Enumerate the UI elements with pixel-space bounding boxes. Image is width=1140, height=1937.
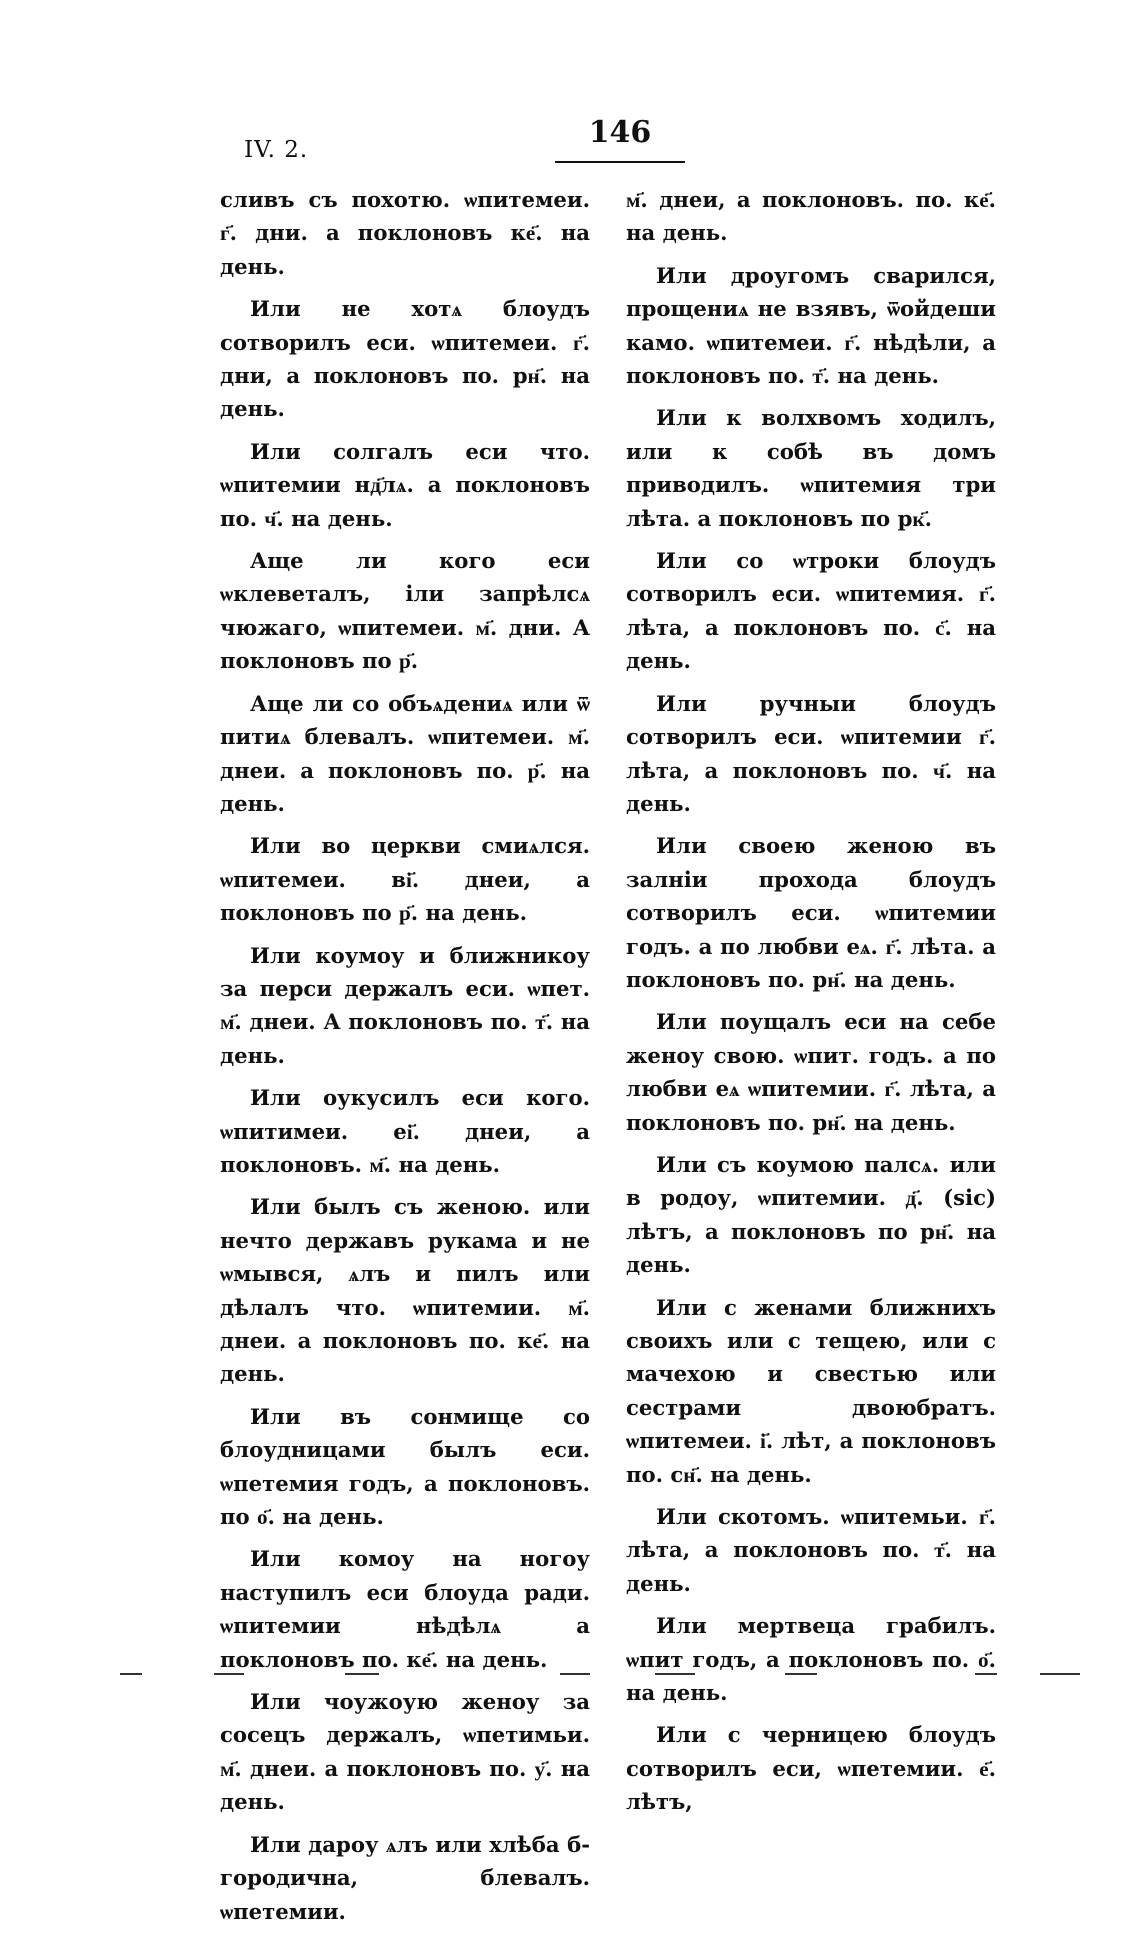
page-header bbox=[0, 0, 1140, 175]
paragraph: Или поущалъ еси на себе женоу свою. ѡпит. годъ. а по любви еѧ ѡпитемии. г҃. лѣта, а поклоновъ по. рн҃. на день. bbox=[626, 1009, 996, 1135]
footer-rule bbox=[560, 1673, 590, 1675]
footer-rule bbox=[214, 1673, 244, 1675]
paragraph: Или ручныи блоудъ сотворилъ еси. ѡпитемии г҃. лѣта, а поклоновъ по. ч҃. на день. bbox=[626, 690, 996, 816]
paragraph: сливъ съ похотю. ѡпитемеи. г҃. дни. а поклоновъ ке҃. на день. bbox=[220, 187, 590, 279]
paragraph: Или въ сонмище со блоудницами былъ еси. ѡпетемия годъ, а поклоновъ. по о҃. на день. bbox=[220, 1403, 590, 1530]
paragraph: Аще ли кого еси ѡклеветалъ, іли запрѣлсѧ чюжаго, ѡпитемеи. м҃. дни. А поклоновъ по р҃. bbox=[220, 548, 590, 674]
footer-rule bbox=[345, 1673, 379, 1675]
paragraph: Или оукусилъ еси кого. ѡпитимеи. еі҃. днеи, а поклоновъ. м҃. на день. bbox=[220, 1085, 590, 1177]
paragraph: Или коумоу и ближникоу за перси держалъ еси. ѡпет. м҃. днеи. А поклоновъ по. т҃. на день. bbox=[220, 942, 590, 1068]
paragraph: Или с черницею блоудъ сотворилъ еси, ѡпетемии. е҃. лѣтъ, bbox=[626, 1722, 996, 1815]
paragraph: Или мертвеца грабилъ. ѡпит годъ, а поклоновъ по. о҃. на день. bbox=[626, 1613, 996, 1706]
paragraph: Или с женами ближнихъ своихъ или с тещею, или с мачехою и свестью или сестрами двоюбратъ. ѡпитемеи. і҃. лѣт, а поклоновъ по. сн҃. на день. bbox=[626, 1294, 996, 1487]
paragraph: Или не хотѧ блоудъ сотворилъ еси. ѡпитемеи. г҃. дни, а поклоновъ по. рн҃. на день. bbox=[220, 296, 590, 422]
section-mark: IV. 2. bbox=[244, 137, 309, 163]
paragraph: Или к волхвомъ ходилъ, или к собѣ въ домъ приводилъ. ѡпитемия три лѣта. а поклоновъ по рк҃. bbox=[626, 405, 996, 531]
footer-rule bbox=[785, 1673, 817, 1675]
footer-rule bbox=[120, 1673, 142, 1675]
paragraph: Или былъ съ женою. или нечто державъ рукама и не ѡмывся, ѧлъ и пилъ или дѣлалъ что. ѡпитемии. м҃. днеи. а поклоновъ по. ке҃. на день. bbox=[220, 1194, 590, 1387]
paragraph: Или дароу ѧлъ или хлѣба б-городична, блевалъ. ѡпетемии. bbox=[220, 1831, 590, 1924]
right-column bbox=[626, 183, 996, 1828]
paragraph: Или комоу на ногоу наступилъ еси блоуда ради. ѡпитемии нѣдѣлѧ а поклоновъ по. ке҃. на день. bbox=[220, 1546, 590, 1672]
header-rule bbox=[555, 161, 685, 163]
footer-rule bbox=[1040, 1673, 1080, 1675]
paragraph: Или своею женою въ залніи прохода блоудъ сотворилъ еси. ѡпитемии годъ. а по любви еѧ. г҃. лѣта. а поклоновъ по. рн҃. на день. bbox=[626, 833, 996, 992]
footer-rule bbox=[975, 1673, 997, 1675]
paragraph: м҃. днеи, а поклоновъ. по. ке҃. на день. bbox=[626, 187, 996, 246]
paragraph: Или чоужоую женоу за сосецъ держалъ, ѡпетимьи. м҃. днеи. а поклоновъ по. у҃. на день. bbox=[220, 1689, 590, 1815]
footer-rule bbox=[655, 1673, 695, 1675]
paragraph: Или со ѡтроки блоудъ сотворилъ еси. ѡпитемия. г҃. лѣта, а поклоновъ по. с҃. на день. bbox=[626, 548, 996, 674]
paragraph: Аще ли со объѧдениѧ или ѿ питиѧ блевалъ. ѡпитемеи. м҃. днеи. а поклоновъ по. р҃. на день. bbox=[220, 690, 590, 816]
page-number: 146 bbox=[588, 115, 652, 150]
paragraph: Или съ коумою палсѧ. или в родоу, ѡпитемии. д҃. (sic) лѣтъ, а поклоновъ по рн҃. на день. bbox=[626, 1151, 996, 1278]
paragraph: Или во церкви смиѧлся. ѡпитемеи. ві҃. днеи, а поклоновъ по р҃. на день. bbox=[220, 833, 590, 926]
paragraph: Или солгалъ еси что. ѡпитемии нд҃лѧ. а поклоновъ по. ч҃. на день. bbox=[220, 438, 590, 531]
paragraph: Или дроугомъ сварился, прощениѧ не взявъ, ѿойдеши камо. ѡпитемеи. г҃. нѣдѣли, а поклоновъ по. т҃. на день. bbox=[626, 262, 996, 389]
left-column bbox=[220, 183, 590, 1937]
paragraph: Или скотомъ. ѡпитемьи. г҃. лѣта, а поклоновъ по. т҃. на день. bbox=[626, 1504, 996, 1596]
